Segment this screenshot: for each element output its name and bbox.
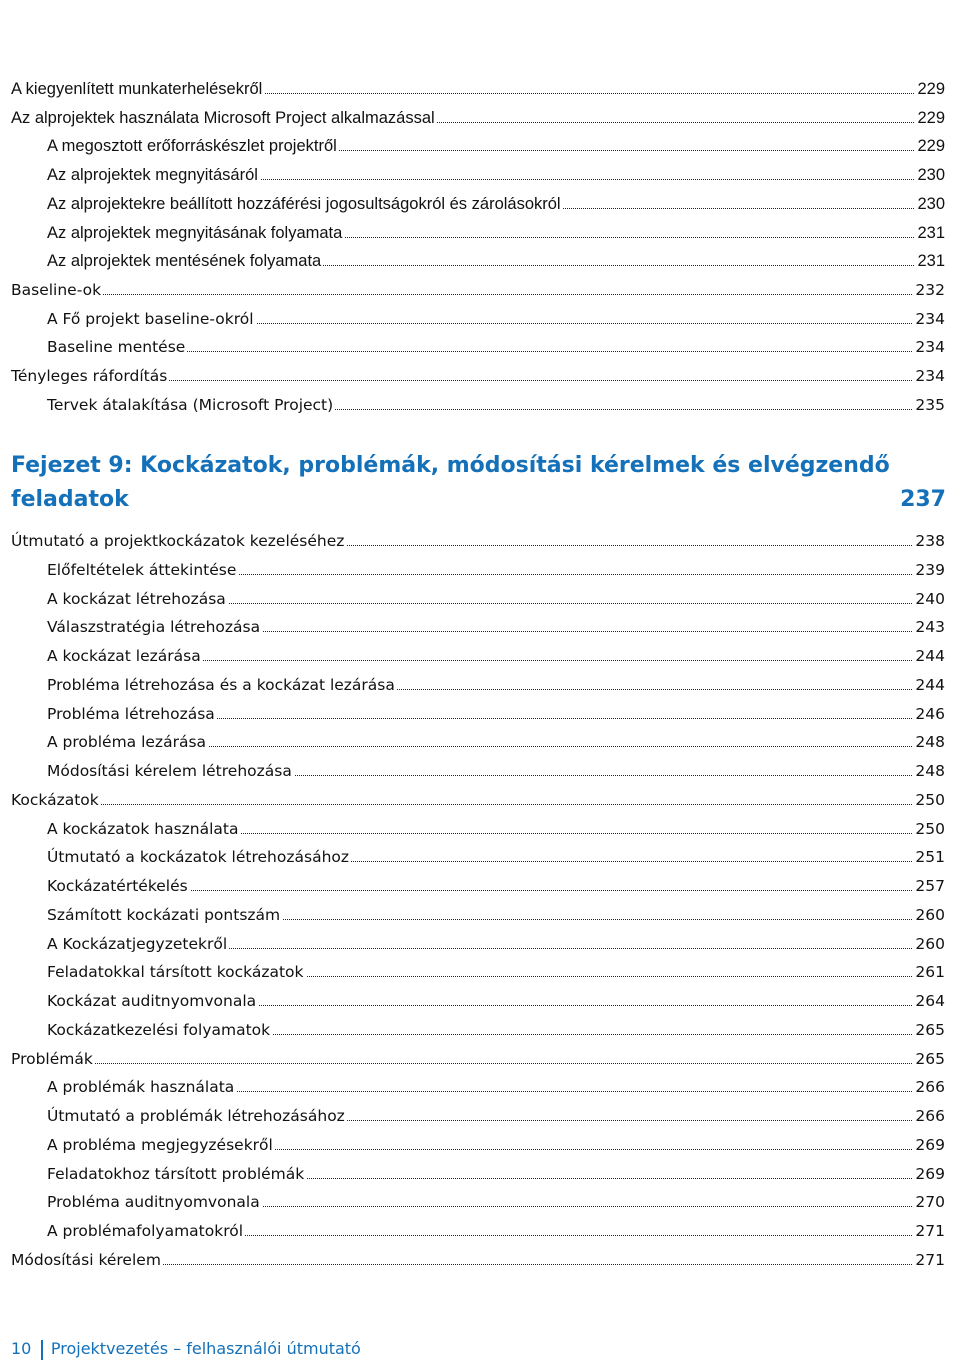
- toc-entry-label: Kockázatok: [11, 786, 101, 814]
- toc-entry[interactable]: [0, 1131, 960, 1159]
- toc-entry-label: Problémák: [11, 1045, 95, 1073]
- toc-entry[interactable]: [0, 75, 960, 103]
- toc-entry-page: 231: [915, 247, 945, 275]
- toc-entry-label: A probléma lezárása: [47, 728, 208, 756]
- toc-entry-page: 269: [913, 1160, 945, 1188]
- toc-entry-label: Baseline-ok: [11, 276, 103, 304]
- chapter-page-number: 237: [900, 487, 946, 512]
- toc-entry-page: 234: [913, 333, 945, 361]
- toc-entry-page: 235: [913, 391, 945, 419]
- toc-entry-label: A kockázatok használata: [47, 815, 241, 843]
- toc-entry[interactable]: [0, 700, 960, 728]
- chapter-title-line2: feladatok: [11, 487, 129, 512]
- toc-entry-label: Feladatokkal társított kockázatok: [47, 958, 306, 986]
- toc-entry[interactable]: [0, 219, 960, 247]
- toc-entry[interactable]: [0, 1073, 960, 1101]
- toc-entry-label: Módosítási kérelem: [11, 1246, 163, 1274]
- toc-entry[interactable]: [0, 391, 960, 419]
- toc-entry-label: Kockázatértékelés: [47, 872, 190, 900]
- toc-entry-page: 239: [913, 556, 945, 584]
- toc-entry-label: A problémafolyamatokról: [47, 1217, 245, 1245]
- toc-entry-label: A Kockázatjegyzetekről: [47, 930, 229, 958]
- toc-entry-label: Probléma létrehozása és a kockázat lezárása: [47, 671, 397, 699]
- toc-entry-page: 234: [913, 305, 945, 333]
- toc-entry-label: Módosítási kérelem létrehozása: [47, 757, 294, 785]
- toc-entry[interactable]: [0, 872, 960, 900]
- toc-entry[interactable]: [0, 1045, 960, 1073]
- dot-leader: [11, 1063, 914, 1064]
- toc-entry-label: A problémák használata: [47, 1073, 236, 1101]
- toc-entry[interactable]: [0, 757, 960, 785]
- toc-entry[interactable]: [0, 247, 960, 275]
- toc-entry-page: 271: [913, 1217, 945, 1245]
- toc-entry-page: 250: [913, 786, 945, 814]
- toc-entry-page: 244: [913, 642, 945, 670]
- toc-entry-label: A kockázat lezárása: [47, 642, 203, 670]
- toc-entry-label: Az alprojektek megnyitásáról: [47, 161, 260, 189]
- footer-divider: [41, 1340, 43, 1360]
- toc-entry-label: Az alprojektek használata Microsoft Project alkalmazással: [11, 104, 437, 132]
- toc-entry-label: A megosztott erőforráskészlet projektről: [47, 132, 339, 160]
- toc-entry[interactable]: [0, 1217, 960, 1245]
- toc-entry-label: A kockázat létrehozása: [47, 585, 228, 613]
- toc-entry-page: 248: [913, 728, 945, 756]
- toc-entry-page: 234: [913, 362, 945, 390]
- toc-entry[interactable]: [0, 161, 960, 189]
- toc-entry-label: Probléma auditnyomvonala: [47, 1188, 262, 1216]
- toc-entry-label: Az alprojektekre beállított hozzáférési jogosultságokról és zárolásokról: [47, 190, 563, 218]
- toc-entry[interactable]: [0, 987, 960, 1015]
- toc-entry-page: 257: [913, 872, 945, 900]
- toc-entry[interactable]: [0, 1246, 960, 1274]
- toc-entry-page: 229: [915, 104, 945, 132]
- toc-entry-label: Útmutató a kockázatok létrehozásához: [47, 843, 351, 871]
- toc-entry[interactable]: [0, 190, 960, 218]
- toc-entry-label: Feladatokhoz társított problémák: [47, 1160, 306, 1188]
- toc-entry[interactable]: [0, 132, 960, 160]
- toc-entry-page: 229: [915, 132, 945, 160]
- toc-entry-page: 240: [913, 585, 945, 613]
- toc-entry-page: 271: [913, 1246, 945, 1274]
- toc-entry-label: Útmutató a projektkockázatok kezeléséhez: [11, 527, 346, 555]
- toc-entry[interactable]: [0, 815, 960, 843]
- toc-entry-page: 265: [913, 1016, 945, 1044]
- toc-entry-label: Baseline mentése: [47, 333, 187, 361]
- toc-entry[interactable]: [0, 104, 960, 132]
- toc-entry-page: 266: [913, 1102, 945, 1130]
- toc-entry-label: Tényleges ráfordítás: [11, 362, 169, 390]
- toc-entry[interactable]: [0, 276, 960, 304]
- toc-entry-label: Tervek átalakítása (Microsoft Project): [47, 391, 335, 419]
- toc-entry-page: 230: [915, 190, 945, 218]
- toc-entry-page: 243: [913, 613, 945, 641]
- toc-entry-label: Kockázat auditnyomvonala: [47, 987, 258, 1015]
- toc-entry[interactable]: [0, 1016, 960, 1044]
- toc-entry[interactable]: [0, 728, 960, 756]
- dot-leader: [11, 804, 914, 805]
- page-footer: [11, 1336, 361, 1362]
- toc-entry-page: 232: [913, 276, 945, 304]
- toc-entry[interactable]: [0, 901, 960, 929]
- toc-entry[interactable]: [0, 1188, 960, 1216]
- toc-entry[interactable]: [0, 305, 960, 333]
- toc-entry-label: Kockázatkezelési folyamatok: [47, 1016, 272, 1044]
- toc-entry[interactable]: [0, 786, 960, 814]
- footer-page-number: 10: [11, 1339, 32, 1358]
- toc-entry-page: 230: [915, 161, 945, 189]
- toc-entry-label: Előfeltételek áttekintése: [47, 556, 238, 584]
- toc-entry-page: 248: [913, 757, 945, 785]
- toc-entry-label: A Fő projekt baseline-okról: [47, 305, 256, 333]
- toc-entry-label: Útmutató a problémák létrehozásához: [47, 1102, 347, 1130]
- dot-leader: [11, 294, 914, 295]
- toc-entry-label: A kiegyenlített munkaterhelésekről: [11, 75, 264, 103]
- footer-title: Projektvezetés – felhasználói útmutató: [50, 1339, 361, 1358]
- toc-entry-page: 246: [913, 700, 945, 728]
- toc-entry-label: Probléma létrehozása: [47, 700, 217, 728]
- toc-entry-page: 250: [913, 815, 945, 843]
- toc-entry-page: 261: [913, 958, 945, 986]
- toc-entry[interactable]: [0, 556, 960, 584]
- toc-entry[interactable]: [0, 585, 960, 613]
- toc-entry-page: 270: [913, 1188, 945, 1216]
- toc-entry-page: 265: [913, 1045, 945, 1073]
- toc-entry-label: Az alprojektek mentésének folyamata: [47, 247, 323, 275]
- toc-entry[interactable]: [0, 843, 960, 871]
- toc-entry-page: 264: [913, 987, 945, 1015]
- toc-entry[interactable]: [0, 930, 960, 958]
- toc-entry[interactable]: [0, 362, 960, 390]
- toc-entry-page: 231: [915, 219, 945, 247]
- toc-entry-page: 269: [913, 1131, 945, 1159]
- toc-entry-page: 266: [913, 1073, 945, 1101]
- toc-entry-page: 229: [915, 75, 945, 103]
- toc-entry-page: 244: [913, 671, 945, 699]
- toc-entry-label: Számított kockázati pontszám: [47, 901, 282, 929]
- toc-entry[interactable]: [0, 1160, 960, 1188]
- toc-entry-page: 260: [913, 901, 945, 929]
- toc-entry-label: Az alprojektek megnyitásának folyamata: [47, 219, 344, 247]
- toc-entry[interactable]: [0, 333, 960, 361]
- toc-entry-label: Válaszstratégia létrehozása: [47, 613, 262, 641]
- toc-entry-page: 238: [913, 527, 945, 555]
- toc-entry[interactable]: [0, 527, 960, 555]
- chapter-title-line1: Fejezet 9: Kockázatok, problémák, módosítási kérelmek és elvégzendő: [11, 453, 890, 478]
- toc-entry[interactable]: [0, 671, 960, 699]
- toc-entry-page: 260: [913, 930, 945, 958]
- chapter-heading[interactable]: [11, 449, 946, 517]
- toc-entry[interactable]: [0, 613, 960, 641]
- toc-entry[interactable]: [0, 1102, 960, 1130]
- toc-entry[interactable]: [0, 958, 960, 986]
- toc-entry[interactable]: [0, 642, 960, 670]
- toc-entry-page: 251: [913, 843, 945, 871]
- toc-entry-label: A probléma megjegyzésekről: [47, 1131, 275, 1159]
